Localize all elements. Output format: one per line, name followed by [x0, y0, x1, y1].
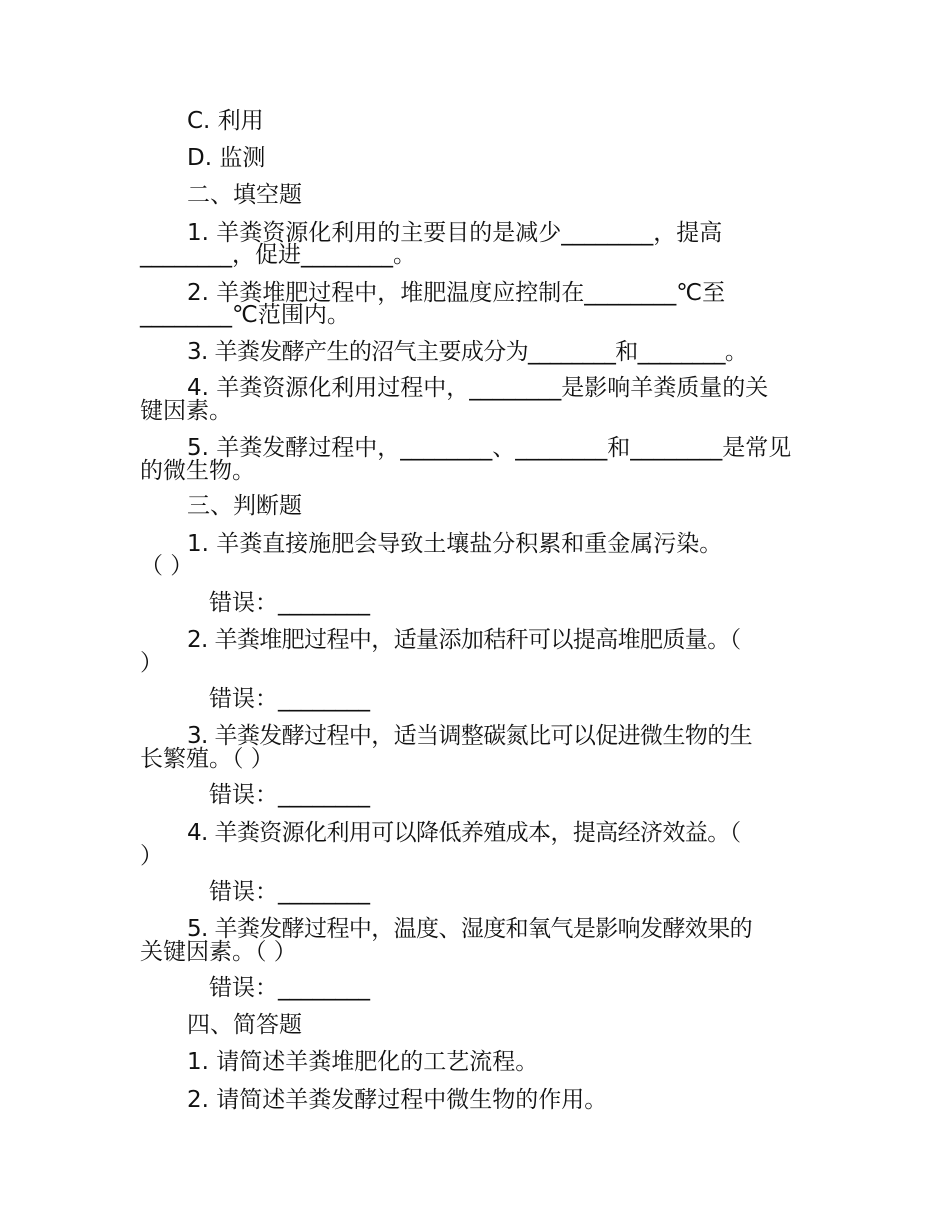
tf-q2-line1: 2. 羊粪堆肥过程中，适量添加秸秆可以提高堆肥质量。（	[187, 627, 741, 653]
section-heading-short-answer: 四、简答题	[187, 1012, 302, 1038]
tf-q3-line1: 3. 羊粪发酵过程中，适当调整碳氮比可以促进微生物的生	[187, 723, 753, 749]
fill-q5-line2: 的微生物。	[140, 458, 255, 484]
tf-q5-line2: 关键因素。（ ）	[140, 939, 297, 965]
section-heading-true-false: 三、判断题	[187, 493, 302, 519]
fill-q1-line2: ________，促进________。	[140, 242, 416, 268]
fill-q2-line2: ________℃范围内。	[140, 302, 350, 328]
fill-q4-line2: 键因素。	[140, 398, 232, 424]
tf-q4-error: 错误：________	[209, 879, 370, 905]
tf-q1-error: 错误：________	[209, 590, 370, 616]
tf-q1-line2: （ ）	[140, 553, 194, 579]
tf-q3-error: 错误：________	[209, 782, 370, 808]
tf-q4-line2: ）	[140, 843, 163, 869]
option-d: D. 监测	[187, 145, 266, 171]
tf-q5-line1: 5. 羊粪发酵过程中，温度、湿度和氧气是影响发酵效果的	[187, 916, 753, 942]
fill-q5-line1: 5. 羊粪发酵过程中，________、________和________是常见	[187, 435, 792, 461]
tf-q1-line1: 1. 羊粪直接施肥会导致土壤盐分积累和重金属污染。	[187, 531, 723, 557]
short-answer-q1: 1. 请简述羊粪堆肥化的工艺流程。	[187, 1049, 539, 1075]
tf-q3-line2: 长繁殖。（ ）	[140, 746, 274, 772]
tf-q2-error: 错误：________	[209, 686, 370, 712]
tf-q2-line2: ）	[140, 650, 163, 676]
option-c: C. 利用	[187, 108, 264, 134]
tf-q5-error: 错误：________	[209, 975, 370, 1001]
fill-q3: 3. 羊粪发酵产生的沼气主要成分为________和________。	[187, 339, 748, 365]
short-answer-q2: 2. 请简述羊粪发酵过程中微生物的作用。	[187, 1087, 608, 1113]
section-heading-fill-blank: 二、填空题	[187, 182, 302, 208]
fill-q2-line1: 2. 羊粪堆肥过程中，堆肥温度应控制在________℃至	[187, 280, 726, 306]
tf-q4-line1: 4. 羊粪资源化利用可以降低养殖成本，提高经济效益。（	[187, 820, 741, 846]
fill-q1-line1: 1. 羊粪资源化利用的主要目的是减少________，提高	[187, 220, 723, 246]
fill-q4-line1: 4. 羊粪资源化利用过程中，________是影响羊粪质量的关	[187, 375, 769, 401]
